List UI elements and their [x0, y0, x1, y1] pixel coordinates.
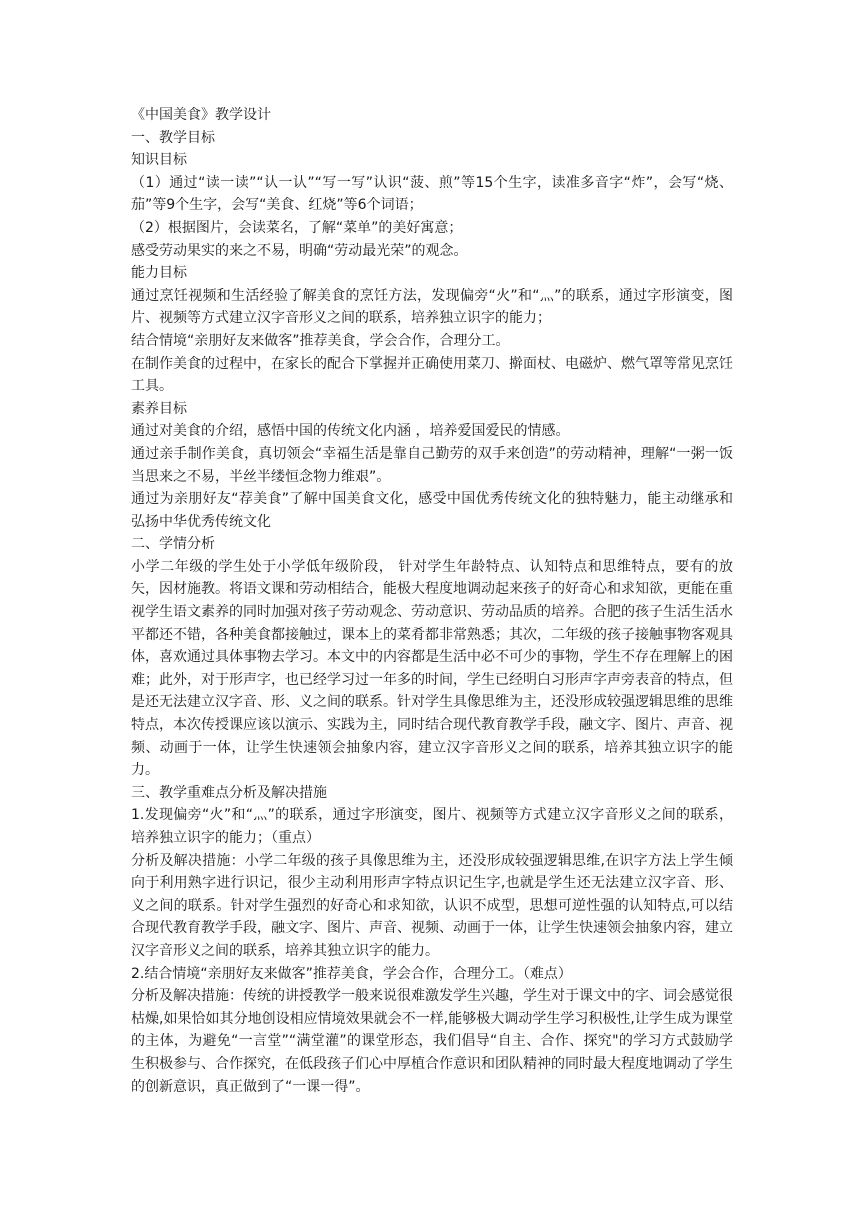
key-point-2-body: 分析及解决措施：传统的讲授教学一般来说很难激发学生兴趣，学生对于课文中的字、词会感觉很枯燥,如果恰如其分地创设相应情境效果就会不一样,能够极大调动学生学习积极性,让学生成为课堂的主体，为避免“一言堂”“满堂灌”的课堂形态，我们倡导“自主、合作、探究"的学习方式鼓励学生积极参与、合作探究，在低段孩子们心中厚植合作意识和团队精神的同时最大程度地调动了学生的创新意识，真正做到了“一课一得”。: [131, 988, 733, 1095]
document-title: 《中国美食》教学设计: [131, 107, 271, 123]
section-heading-learner-analysis: 二、学情分析: [131, 536, 215, 553]
section-heading-key-points: 三、教学重难点分析及解决措施: [131, 784, 327, 801]
knowledge-item: （1）通过“读一读”“认一认”“写一写”认识“菠、煎”等15个生字，读准多音字“炸”，会写“烧、茄”等9个生字，会写“美食、红烧”等6个词语；: [131, 174, 733, 214]
learner-analysis-body: 小学二年级的学生处于小学低年级阶段， 针对学生年龄特点、认知特点和思维特点，要有的放矢，因材施教。将语文课和劳动相结合，能极大程度地调动起来孩子的好奇心和求知欲，更能在重视学生语文素养的同时加强对孩子劳动观念、劳动意识、劳动品质的培养。合肥的孩子生活生活水平都还不错，各种美食都接触过，课本上的菜肴都非常熟悉；其次，二年级的孩子接触事物客观具体，喜欢通过具体事物去学习。本文中的内容都是生活中必不可少的事物，学生不存在理解上的困难；此外，对于形声字，也已经学习过一年多的时间，学生已经明白习形声字声旁表音的特点，但是还无法建立汉字音、形、义之间的联系。针对学生具像思维为主，还没形成较强逻辑思维的思维特点，本次传授课应该以演示、实践为主，同时结合现代教育教学手段，融文字、图片、声音、视频、动画于一体，让学生快速领会抽象内容，建立汉字音形义之间的联系，培养其独立识字的能力。: [131, 558, 733, 779]
section-heading-objectives: 一、教学目标: [131, 129, 215, 146]
knowledge-item: 感受劳动果实的来之不易，明确“劳动最光荣”的观念。: [131, 242, 468, 259]
ability-item: 结合情境“亲朋好友来做客”推荐美食，学会合作，合理分工。: [131, 332, 510, 349]
ability-item: 通过烹饪视频和生活经验了解美食的烹饪方法，发现偏旁“火”和“灬”的联系，通过字形演变，图片、视频等方式建立汉字音形义之间的联系，培养独立识字的能力；: [131, 287, 733, 327]
literacy-item: 通过为亲朋好友“荐美食”了解中国美食文化，感受中国优秀传统文化的独特魅力，能主动继承和弘扬中华优秀传统文化: [131, 491, 733, 530]
ability-item: 在制作美食的过程中，在家长的配合下掌握并正确使用菜刀、擀面杖、电磁炉、燃气罩等常见烹饪工具。: [131, 355, 733, 395]
key-point-2-title: 2.结合情境“亲朋好友来做客”推荐美食，学会合作，合理分工。（难点）: [131, 965, 572, 982]
literacy-item: 通过对美食的介绍，感悟中国的传统文化内涵 ，培养爱国爱民的情感。: [131, 423, 570, 440]
literacy-item: 通过亲手制作美食，真切领会“幸福生活是靠自己勤劳的双手来创造”的劳动精神，理解“一粥一饭当思来之不易，半丝半缕恒念物力维艰”。: [131, 445, 733, 485]
subheading-literacy: 素养目标: [131, 400, 187, 417]
key-point-1-body: 分析及解决措施：小学二年级的孩子具像思维为主，还没形成较强逻辑思维,在识字方法上学生倾向于利用熟字进行识记，很少主动利用形声字特点识记生字,也就是学生还无法建立汉字音、形、义之间的联系。针对学生强烈的好奇心和求知欲，认识不成型，思想可逆性强的认知特点,可以结合现代教育教学手段，融文字、图片、声音、视频、动画于一体，让学生快速领会抽象内容，建立汉字音形义之间的联系，培养其独立识字的能力。: [131, 852, 733, 959]
subheading-ability: 能力目标: [131, 265, 187, 282]
subheading-knowledge: 知识目标: [131, 152, 187, 169]
knowledge-item: （2）根据图片，会读菜名，了解“菜单”的美好寓意；: [131, 219, 463, 236]
document-page: [131, 104, 733, 1098]
key-point-1-title: 1.发现偏旁“火”和“灬”的联系，通过字形演变，图片、视频等方式建立汉字音形义之间的联系，培养独立识字的能力；（重点）: [131, 807, 733, 846]
